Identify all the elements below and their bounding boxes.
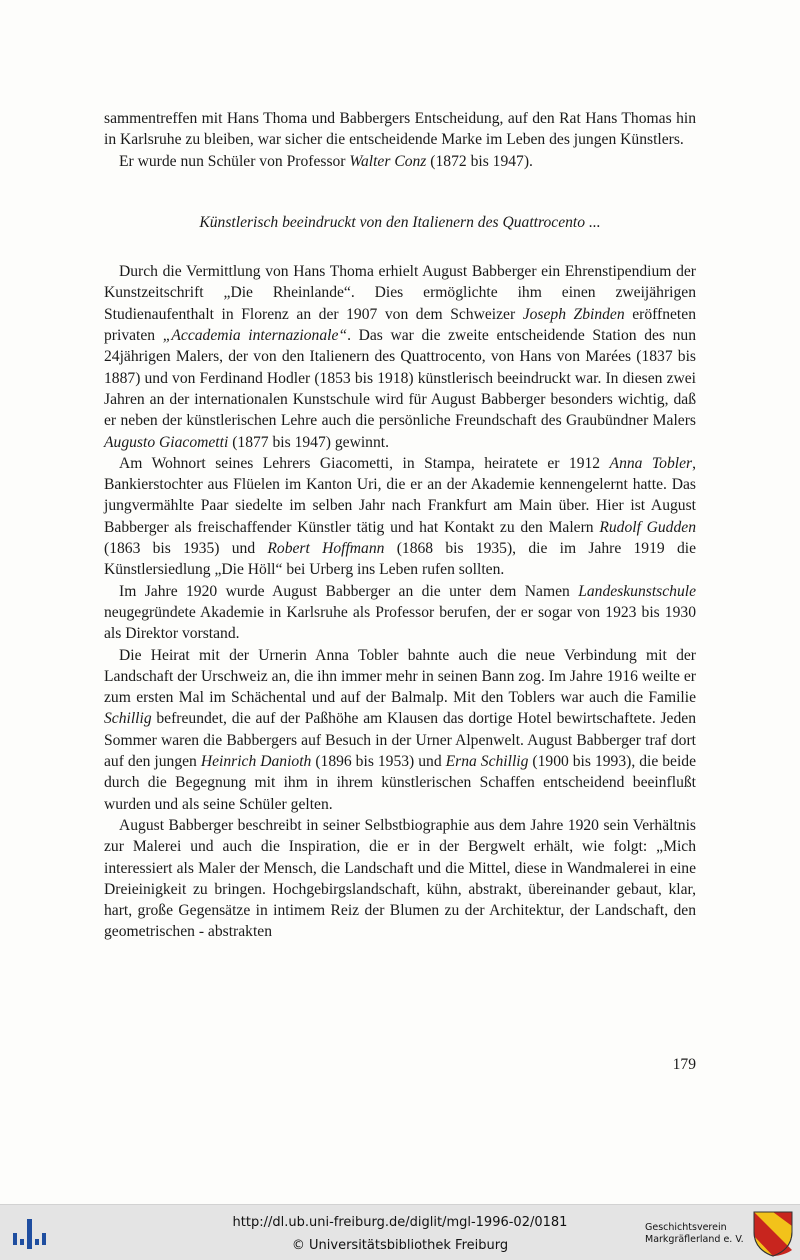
text-run: August Babberger beschreibt in seiner Selbstbiographie aus dem Jahre 1920 sein Verhältnis zur Malerei und auch die Inspiration, die er in der Bergwelt erhält, wie folgt: „Mich interessiert als Maler der Mensch, die Landschaft und die Mittel, diese in Wandmalerei in eine Dreieinigkeit zu bringen. Hochgebirgslandschaft, kühn, abstrakt, übereinander gebaut, klar, hart, große Gegensätze in intimem Reiz der Blumen zu der Architektur, der Landschaft, den geometrischen - abstrakten [104,816,696,941]
italic-run: Joseph Zbinden [522,305,625,323]
text-run: befreundet, die auf der Paßhöhe am Klausen das dortige Hotel bewirtschaftete. Jeden Sommer waren die Babbergers auf Besuch in der Urner Alpenwelt. August Babberger traf dort auf den jungen [104,710,696,771]
page-number: 179 [672,1056,696,1073]
text-run: eröffneten privaten [104,305,696,345]
paragraph-uri [104,645,696,815]
text-run: , Bankierstochter aus Flüelen im Kanton Uri, die er an der Akademie kennengelernt hatte. Das jungvermählte Paar siedelte im selben Jahr nach Frankfurt am Main über. Hier ist August Babberger als freischaffender Künstler tätig und hat Kontakt zu den Malern [104,454,696,536]
italic-run: Augusto Giacometti [104,433,229,451]
text-run: neugegründete Akademie in Karlsruhe als Professor berufen, der er sogar von 1923 bis 1930 als Direktor vorstand. [104,603,696,643]
society-line-2: Markgräflerland e. V. [645,1234,744,1245]
italic-run: Landeskunstschule [578,582,696,600]
italic-run: „Accademia internazionale“ [162,327,348,345]
text-run: (1863 bis 1935) und [104,540,268,558]
body-text [104,108,696,943]
paragraph-stampa [104,453,696,581]
paragraph-florence [104,261,696,453]
text-run: Durch die Vermittlung von Hans Thoma erhielt August Babberger ein Ehrenstipendium der Kunstzeitschrift „Die Rheinlande“. Dies ermöglichte ihm einen zweijährigen Studienaufenthalt in Florenz an der 1907 von dem Schweizer [104,263,696,323]
permalink-url[interactable]: http://dl.ub.uni-freiburg.de/diglit/mgl-1996-02/0181 [232,1215,568,1230]
text-run: Am Wohnort seines Lehrers Giacometti, in Stampa, heiratete er 1912 [119,454,610,472]
italic-run: Rudolf Gudden [599,518,696,536]
text-run: Im Jahre 1920 wurde August Babberger an die unter dem Namen [119,582,579,600]
text-run: sammentreffen mit Hans Thoma und Babbergers Entscheidung, auf den Rat Hans Thomas hin in Karlsruhe zu bleiben, war sicher die entscheidende Marke im Leben des jungen Künstlers. [104,110,696,149]
coat-of-arms-icon [752,1210,794,1258]
text-run: (1872 bis 1947). [426,152,533,170]
italic-run: Schillig [104,710,152,728]
text-run: Die Heirat mit der Urnerin Anna Tobler bahnte auch die neue Verbindung mit der Landschaft der Urschweiz an, die ihn immer mehr in seinen Bann zog. Im Jahre 1916 weilte er zum ersten Mal im Schächental und auf der Balmalp. Mit den Toblers war auch die Familie [104,646,696,707]
copyright-notice: © Universitätsbibliothek Freiburg [291,1238,509,1253]
paragraph-quote [104,815,696,943]
text-run: (1877 bis 1947) gewinnt. [228,433,390,451]
society-line-1: Geschichtsverein [645,1222,727,1233]
italic-run: Erna Schillig [445,753,529,771]
italic-run: Anna Tobler [609,454,693,472]
italic-run: Robert Hoffmann [267,540,385,558]
paragraph-1920 [104,581,696,645]
text-run: Er wurde nun Schüler von Professor [119,152,350,170]
viewer-footer [0,1204,800,1260]
section-heading: Künstlerisch beeindruckt von den Italienern des Quattrocento ... [199,213,601,231]
conz-paragraph [104,151,696,172]
text-run: (1868 bis 1935), die im Jahre 1919 die Künstlersiedlung „Die Höll“ bei Urberg ins Leben rufen sollten. [104,540,696,579]
italic-run: Heinrich Danioth [200,753,312,771]
text-run: . Das war die zweite entscheidende Station des nun 24jährigen Malers, der von den Italienern des Quattrocento, von Hans von Marées (1837 bis 1887) und von Ferdinand Hodler (1853 bis 1918) künstlerisch beeindruckt war. In diesen zwei Jahren an der internationalen Kunstschule wird für August Babberger besonders wichtig, daß er neben der künstlerischen Lehre auch die persönliche Freundschaft des Graubündner Malers [104,327,697,430]
text-run: (1900 bis 1993), die beide durch die Begegnung mit ihm in ihrem künstlerischen Schaffen entscheidend beeinflußt wurden und als seine Schüler gelten. [104,753,697,813]
intro-paragraph [104,108,696,151]
text-run: (1896 bis 1953) und [311,753,446,771]
society-name[interactable] [645,1222,750,1246]
italic-run: Walter Conz [349,152,427,170]
